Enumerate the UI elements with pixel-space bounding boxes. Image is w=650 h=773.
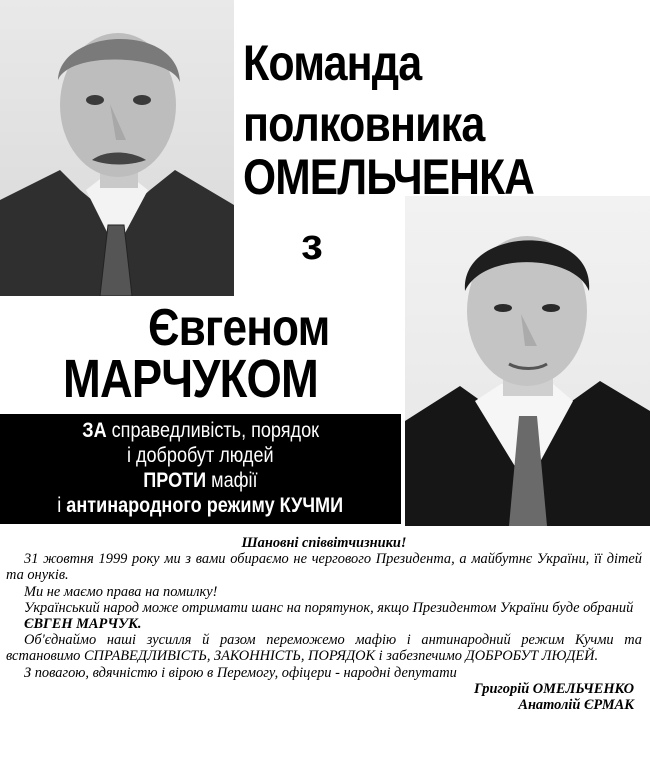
portrait-omelchenko: [0, 0, 234, 296]
portrait-marchuk-image: [405, 196, 650, 526]
letter-greeting: Шановні співвітчизники!: [241, 535, 407, 551]
slogan-line-4-bold: антинародного режиму: [66, 494, 275, 517]
slogan-line-4-end: КУЧМИ: [274, 494, 344, 517]
slogan-line-1-text: справедливість, порядок: [106, 419, 319, 442]
slogan-line-3-text: мафії: [206, 469, 258, 492]
letter-paragraph-5: Об'єднаймо наші зусилля й разом переможемо мафію і антинародний режим Кучми та встановимо СПРАВЕДЛИВІСТЬ, ЗАКОННІСТЬ, ПОРЯДОК і забезпечимо ДОБРОБУТ ЛЮДЕЙ.: [6, 632, 642, 665]
headline-line-6: МАРЧУКОМ: [63, 349, 318, 409]
slogan-line-4-start: і: [57, 494, 67, 517]
letter-paragraph-1: 31 жовтня 1999 року ми з вами обираємо не чергового Президента, а майбутнє України, її дітей та онуків.: [6, 551, 642, 584]
portrait-omelchenko-image: [0, 0, 234, 296]
slogan-proty: ПРОТИ: [143, 469, 207, 492]
letter-closing: З повагою, вдячністю і вірою в Перемогу, офіцери - народні депутати: [24, 664, 457, 681]
letter-candidate-name: ЄВГЕН МАРЧУК.: [24, 616, 142, 633]
headline-line-1: Команда: [243, 35, 422, 91]
headline-line-4: з: [301, 220, 323, 269]
signature-omelchenko: Григорій ОМЕЛЬЧЕНКО: [474, 680, 634, 697]
slogan-line-3: [0, 469, 401, 493]
portrait-marchuk: [405, 196, 650, 526]
slogan-line-2-text: і добробут людей: [127, 444, 274, 467]
headline-line-2: полковника: [243, 96, 485, 152]
slogan-box: [0, 414, 401, 524]
signature-yermak: Анатолій ЄРМАК: [518, 697, 634, 714]
slogan-line-1: [0, 419, 401, 443]
letter-paragraph-3: Український народ може отримати шанс на порятунок, якщо Президентом України буде обраний: [24, 599, 634, 616]
headline-line-5: Євгеном: [148, 299, 330, 357]
slogan-za: ЗА: [82, 419, 107, 442]
headline-line-3: ОМЕЛЬЧЕНКА: [243, 149, 535, 205]
letter-paragraph-2: Ми не маємо права на помилку!: [24, 583, 218, 600]
slogan-line-4: [0, 494, 401, 518]
appeal-letter: [6, 535, 642, 713]
slogan-line-2: [0, 444, 401, 468]
